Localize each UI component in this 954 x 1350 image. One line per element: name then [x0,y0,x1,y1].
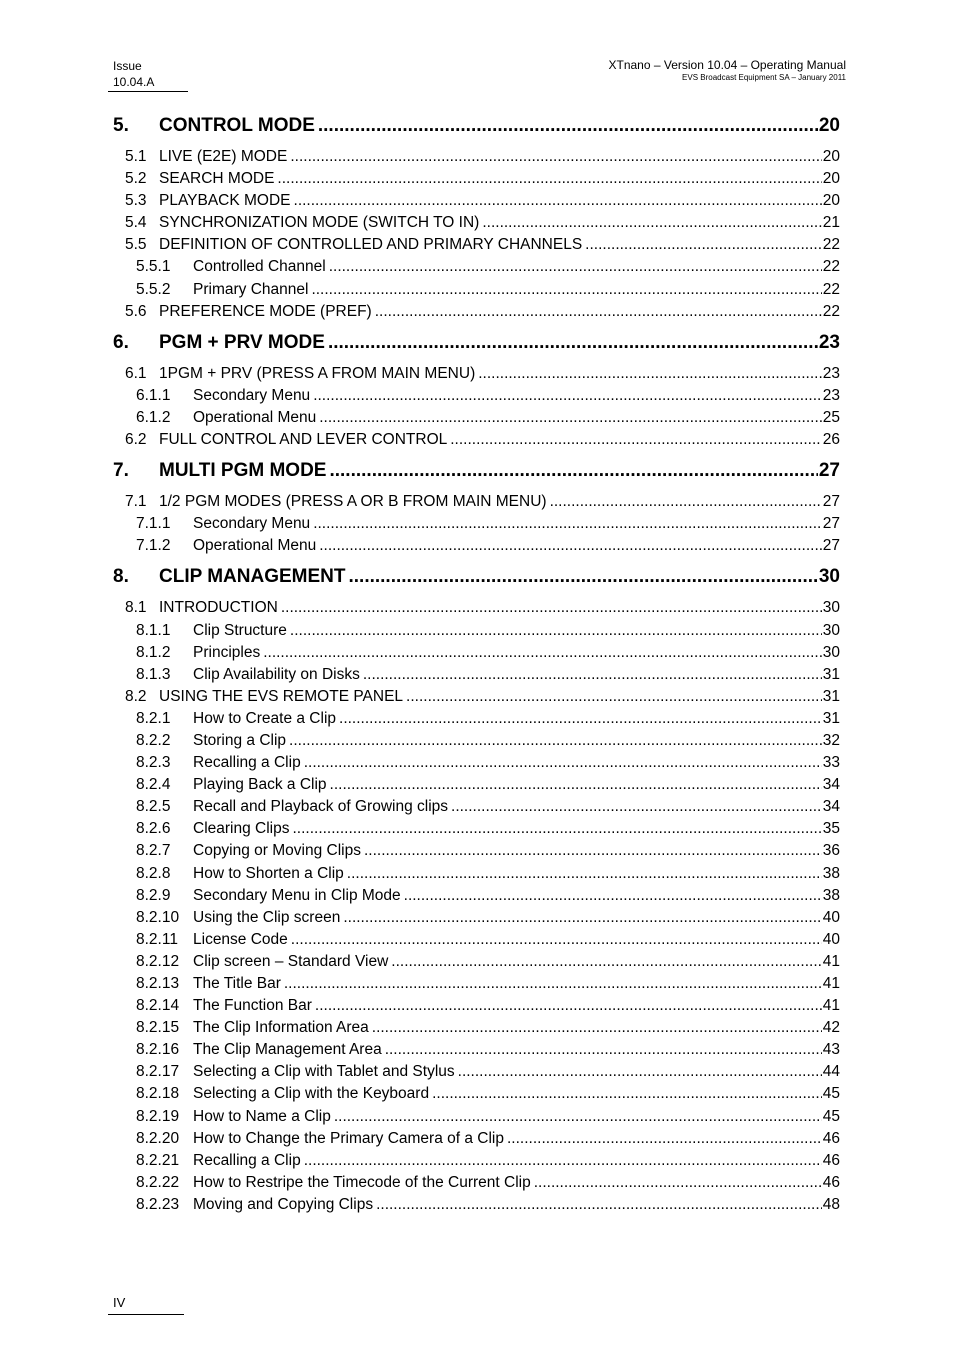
issue-label: Issue [113,59,142,73]
toc-leader-dots [391,951,821,973]
toc-entry-title: How to Shorten a Clip [193,864,344,882]
toc-leader-dots [328,331,818,355]
toc-entry-title: LIVE (E2E) MODE [159,148,288,165]
toc-leader-dots [482,212,821,234]
toc-entry-page: 46 [822,1129,840,1147]
toc-entry-page: 31 [822,709,840,727]
toc-entry-number: 8.2.20 [136,1129,180,1147]
toc-entry-number: 8.2.2 [136,731,171,749]
toc-leader-dots [315,995,822,1017]
toc-leader-dots [385,1039,822,1061]
toc-entry-number: 8.2.21 [136,1151,180,1169]
toc-leader-dots [290,620,822,642]
toc-leader-dots [311,279,821,301]
toc-leader-dots [330,774,822,796]
toc-subsection-entry[interactable] [113,1039,840,1061]
toc-entry-title: Clearing Clips [193,820,290,838]
toc-entry-title: The Clip Information Area [193,1019,369,1037]
toc-entry-number: 6.1.2 [136,408,171,426]
toc-entry-title: DEFINITION OF CONTROLLED AND PRIMARY CHANNELS [159,236,583,254]
toc-leader-dots [277,168,821,190]
toc-entry-page: 40 [822,930,840,948]
toc-leader-dots [294,190,822,212]
toc-subsection-entry[interactable] [113,730,840,752]
toc-entry-page: 25 [822,408,840,426]
toc-section-entry[interactable] [113,301,840,323]
toc-leader-dots [289,730,822,752]
toc-subsection-entry[interactable] [113,535,840,557]
toc-entry-page: 23 [822,364,840,382]
toc-entry-page: 30 [822,599,840,617]
toc-entry-title: Operational Menu [193,537,317,555]
toc-entry-title: Clip Structure [193,621,287,639]
toc-section-entry[interactable] [113,168,840,190]
page-footer [113,1295,125,1311]
toc-section-entry[interactable] [113,234,840,256]
toc-entry-page: 46 [822,1151,840,1169]
toc-entry-title: Clip Availability on Disks [193,665,360,683]
toc-entry-title: Using the Clip screen [193,908,341,926]
toc-entry-page: 22 [822,280,840,298]
toc-subsection-entry[interactable] [113,1083,840,1105]
manual-subtitle: EVS Broadcast Equipment SA – January 2011 [682,73,846,82]
toc-entry-title: CLIP MANAGEMENT [159,566,346,588]
toc-entry-title: License Code [193,930,288,948]
toc-subsection-entry[interactable] [113,840,840,862]
toc-entry-page: 27 [818,460,840,482]
toc-leader-dots [534,1172,822,1194]
toc-section-entry[interactable] [113,363,840,385]
toc-entry-title: Storing a Clip [193,731,287,749]
toc-entry-page: 27 [822,515,840,533]
toc-entry-number: 8.2.12 [136,952,180,970]
toc-entry-page: 20 [822,148,840,165]
toc-subsection-entry[interactable] [113,1172,840,1194]
toc-leader-dots [319,535,822,557]
toc-entry-number: 5.5 [125,236,147,254]
toc-section-entry[interactable] [113,686,840,708]
toc-subsection-entry[interactable] [113,1128,840,1150]
toc-entry-page: 38 [822,864,840,882]
toc-entry-title: How to Create a Clip [193,709,337,727]
toc-entry-number: 8.1 [125,599,147,617]
toc-leader-dots [281,597,822,619]
toc-entry-page: 36 [822,842,840,860]
toc-entry-title: Recall and Playback of Growing clips [193,798,449,816]
toc-entry-number: 7.1.1 [136,515,171,533]
toc-subsection-entry[interactable] [113,796,840,818]
toc-subsection-entry[interactable] [113,664,840,686]
toc-entry-number: 8.2.8 [136,864,171,882]
toc-leader-dots [507,1128,822,1150]
toc-entry-number: 8.2 [125,687,147,705]
toc-leader-dots [404,885,822,907]
page-number: IV [113,1295,126,1310]
toc-entry-page: 34 [822,798,840,816]
toc-leader-dots [334,1106,822,1128]
toc-entry-number: 5.4 [125,214,147,232]
toc-entry-title: SYNCHRONIZATION MODE (SWITCH TO IN) [159,214,480,232]
toc-leader-dots [339,708,822,730]
toc-leader-dots [432,1083,822,1105]
toc-subsection-entry[interactable] [113,256,840,278]
toc-entry-title: 1/2 PGM MODES (PRESS A OR B FROM MAIN MENU) [159,493,547,511]
toc-entry-title: USING THE EVS REMOTE PANEL [159,687,404,705]
toc-entry-number: 7. [113,460,129,482]
toc-subsection-entry[interactable] [113,385,840,407]
toc-entry-number: 8.2.11 [136,930,178,948]
toc-subsection-entry[interactable] [113,1150,840,1172]
toc-entry-page: 30 [822,643,840,661]
toc-section-entry[interactable] [113,491,840,513]
toc-chapter-entry[interactable] [113,114,840,138]
toc-leader-dots [364,840,822,862]
toc-leader-dots [585,234,822,256]
toc-entry-page: 32 [822,731,840,749]
toc-leader-dots [291,929,822,951]
toc-entry-number: 8. [113,566,129,588]
toc-entry-number: 8.2.9 [136,886,171,904]
toc-entry-number: 8.2.18 [136,1085,180,1103]
toc-entry-page: 22 [822,258,840,276]
toc-section-entry[interactable] [113,212,840,234]
toc-leader-dots [348,565,817,589]
toc-entry-title: Selecting a Clip with the Keyboard [193,1085,430,1103]
toc-entry-number: 8.1.2 [136,643,171,661]
toc-entry-page: 21 [822,214,840,232]
toc-entry-number: 8.2.10 [136,908,180,926]
toc-entry-title: How to Restripe the Timecode of the Current Clip [193,1173,531,1191]
toc-entry-number: 8.2.3 [136,754,171,772]
toc-subsection-entry[interactable] [113,951,840,973]
toc-leader-dots [343,907,821,929]
toc-entry-page: 31 [822,665,840,683]
toc-subsection-entry[interactable] [113,995,840,1017]
toc-entry-page: 20 [822,192,840,210]
toc-entry-title: INTRODUCTION [159,599,278,617]
toc-entry-title: Principles [193,643,261,661]
toc-entry-page: 44 [822,1063,840,1081]
toc-leader-dots [550,491,822,513]
toc-entry-number: 5.5.2 [136,280,171,298]
toc-entry-title: Controlled Channel [193,258,326,276]
toc-subsection-entry[interactable] [113,752,840,774]
toc-leader-dots [363,664,822,686]
toc-entry-title: Operational Menu [193,408,317,426]
toc-entry-number: 8.2.5 [136,798,171,816]
toc-entry-page: 38 [822,886,840,904]
toc-subsection-entry[interactable] [113,1106,840,1128]
toc-leader-dots [318,114,818,138]
toc-entry-page: 35 [822,820,840,838]
toc-chapter-entry[interactable] [113,331,840,355]
toc-entry-title: How to Change the Primary Camera of a Clip [193,1129,504,1147]
toc-entry-title: MULTI PGM MODE [159,460,327,482]
toc-entry-page: 23 [818,331,840,353]
footer-rule [108,1314,184,1315]
toc-leader-dots [329,256,822,278]
toc-entry-page: 33 [822,754,840,772]
toc-subsection-entry[interactable] [113,818,840,840]
toc-entry-page: 22 [822,236,840,254]
toc-subsection-entry[interactable] [113,907,840,929]
toc-subsection-entry[interactable] [113,279,840,301]
toc-entry-number: 8.1.3 [136,665,171,683]
header-document-title [609,58,847,83]
toc-entry-page: 26 [822,431,840,449]
toc-entry-number: 8.2.23 [136,1195,180,1213]
toc-entry-page: 30 [822,621,840,639]
toc-entry-title: PLAYBACK MODE [159,192,291,210]
toc-entry-number: 8.2.17 [136,1063,180,1081]
toc-leader-dots [292,818,821,840]
toc-entry-number: 5.1 [125,148,147,165]
toc-entry-number: 8.2.16 [136,1041,180,1059]
toc-entry-title: The Function Bar [193,997,312,1015]
toc-entry-page: 34 [822,776,840,794]
toc-entry-page: 23 [822,386,840,404]
toc-leader-dots [406,686,822,708]
toc-section-entry[interactable] [113,146,840,168]
toc-leader-dots [304,1150,822,1172]
toc-entry-number: 6. [113,331,129,353]
toc-entry-page: 43 [822,1041,840,1059]
table-of-contents [113,114,840,1216]
toc-subsection-entry[interactable] [113,620,840,642]
toc-entry-page: 42 [822,1019,840,1037]
toc-entry-page: 45 [822,1085,840,1103]
toc-subsection-entry[interactable] [113,513,840,535]
toc-entry-title: SEARCH MODE [159,170,275,188]
toc-subsection-entry[interactable] [113,407,840,429]
toc-leader-dots [304,752,822,774]
toc-leader-dots [451,796,822,818]
toc-entry-number: 6.2 [125,431,147,449]
toc-entry-title: PREFERENCE MODE (PREF) [159,302,372,320]
toc-entry-title: Clip screen – Standard View [193,952,389,970]
toc-entry-page: 46 [822,1173,840,1191]
toc-subsection-entry[interactable] [113,774,840,796]
toc-entry-title: FULL CONTROL AND LEVER CONTROL [159,431,448,449]
toc-leader-dots [347,863,822,885]
toc-entry-title: Secondary Menu in Clip Mode [193,886,401,904]
toc-entry-number: 8.2.4 [136,776,171,794]
header-rule [108,91,188,92]
toc-entry-title: Moving and Copying Clips [193,1195,374,1213]
toc-entry-number: 5.2 [125,170,147,188]
toc-entry-page: 20 [822,170,840,188]
toc-entry-title: Playing Back a Clip [193,776,327,794]
toc-leader-dots [284,973,822,995]
toc-section-entry[interactable] [113,429,840,451]
toc-entry-title: 1PGM + PRV (PRESS A FROM MAIN MENU) [159,364,476,382]
toc-leader-dots [450,429,822,451]
toc-entry-title: The Clip Management Area [193,1041,382,1059]
toc-subsection-entry[interactable] [113,929,840,951]
toc-entry-title: Secondary Menu [193,515,311,533]
toc-entry-number: 8.2.6 [136,820,171,838]
toc-leader-dots [263,642,822,664]
toc-leader-dots [372,1017,822,1039]
toc-entry-title: Primary Channel [193,280,309,298]
toc-entry-number: 8.1.1 [136,621,171,639]
toc-entry-number: 6.1 [125,364,147,382]
toc-entry-number: 8.2.13 [136,975,180,992]
toc-entry-number: 8.2.22 [136,1173,180,1191]
toc-leader-dots [313,513,822,535]
toc-entry-page: 48 [822,1195,840,1213]
toc-chapter-entry[interactable] [113,565,840,589]
toc-leader-dots [319,407,822,429]
toc-entry-number: 7.1.2 [136,537,171,555]
toc-entry-page: 27 [822,537,840,555]
toc-entry-number: 7.1 [125,493,147,511]
toc-entry-page: 45 [822,1107,840,1125]
toc-subsection-entry[interactable] [113,642,840,664]
toc-subsection-entry[interactable] [113,708,840,730]
toc-subsection-entry[interactable] [113,1061,840,1083]
toc-leader-dots [290,146,821,168]
toc-entry-page: 41 [822,952,840,970]
toc-section-entry[interactable] [113,190,840,212]
manual-title: XTnano – Version 10.04 – Operating Manual [608,58,846,72]
toc-entry-number: 8.2.15 [136,1019,180,1037]
toc-chapter-entry[interactable] [113,459,840,483]
header-issue [113,58,154,90]
toc-entry-page: 27 [822,493,840,511]
toc-entry-page: 40 [822,908,840,926]
toc-entry-number: 5.6 [125,302,147,320]
toc-subsection-entry[interactable] [113,885,840,907]
toc-entry-page: 30 [818,566,840,588]
toc-entry-number: 5.3 [125,192,147,210]
toc-leader-dots [375,301,822,323]
toc-section-entry[interactable] [113,597,840,619]
toc-subsection-entry[interactable] [113,973,840,995]
toc-entry-title: Recalling a Clip [193,754,301,772]
toc-leader-dots [313,385,822,407]
toc-subsection-entry[interactable] [113,863,840,885]
toc-entry-number: 8.2.19 [136,1107,180,1125]
toc-entry-number: 8.2.1 [136,709,171,727]
toc-leader-dots [329,459,817,483]
toc-entry-title: The Title Bar [193,975,281,992]
toc-entry-number: 5. [113,115,129,136]
toc-entry-title: PGM + PRV MODE [159,331,325,353]
toc-entry-page: 41 [822,997,840,1015]
toc-entry-title: CONTROL MODE [159,115,315,136]
toc-entry-page: 31 [822,687,840,705]
toc-entry-title: Secondary Menu [193,386,311,404]
toc-entry-page: 22 [822,302,840,320]
toc-entry-title: Recalling a Clip [193,1151,301,1169]
toc-subsection-entry[interactable] [113,1194,840,1216]
toc-leader-dots [376,1194,822,1216]
toc-entry-title: Copying or Moving Clips [193,842,361,860]
toc-leader-dots [478,363,822,385]
toc-entry-number: 6.1.1 [136,386,171,404]
toc-entry-title: Selecting a Clip with Tablet and Stylus [193,1063,455,1081]
toc-entry-number: 5.5.1 [136,258,171,276]
toc-entry-page: 41 [822,975,840,992]
toc-entry-number: 8.2.14 [136,997,180,1015]
toc-entry-number: 8.2.7 [136,842,171,860]
issue-number: 10.04.A [113,75,155,89]
toc-leader-dots [458,1061,822,1083]
toc-subsection-entry[interactable] [113,1017,840,1039]
toc-entry-title: How to Name a Clip [193,1107,331,1125]
toc-entry-page: 20 [818,115,840,136]
